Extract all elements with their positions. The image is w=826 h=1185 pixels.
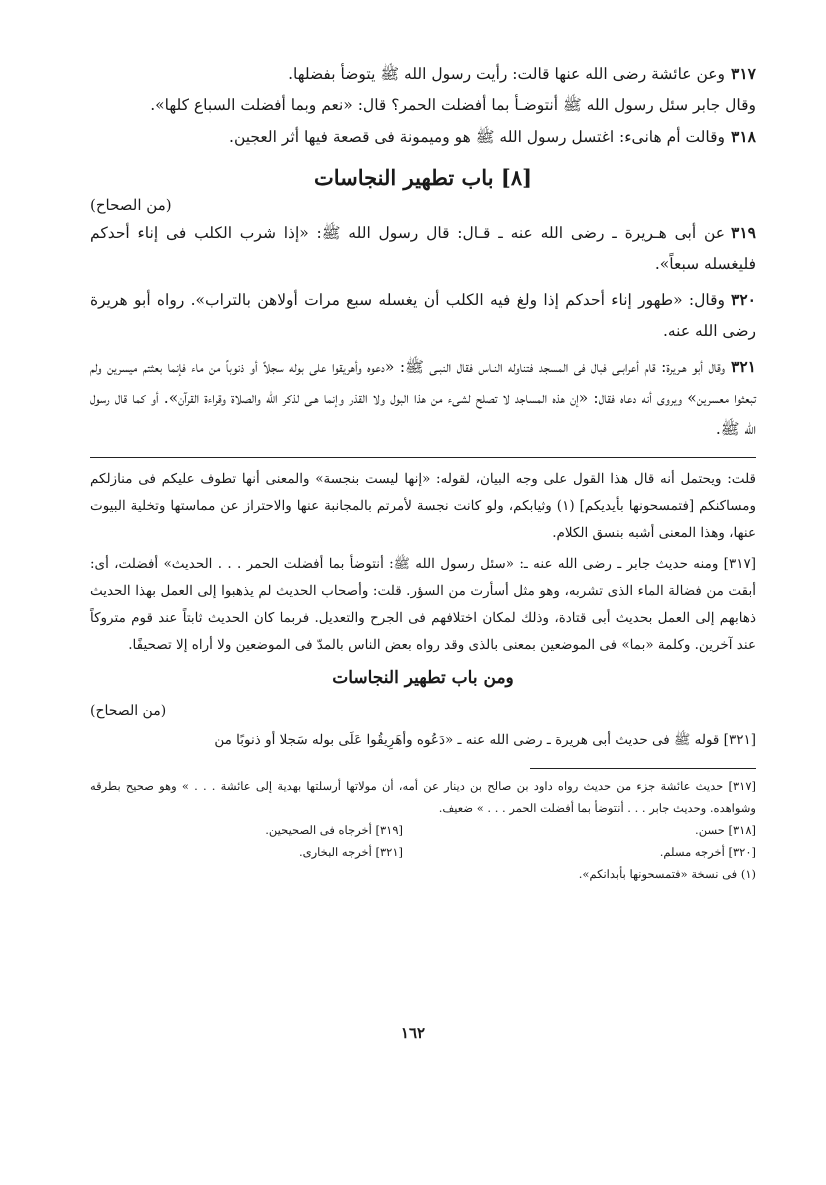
hadith-text: وقال: «طهور إناء أحدكم إذا ولغ فيه الكلب أن يغسله سبع مرات أولاهن بالتراب». رواه أبو هريرة رضى الله عنه.	[90, 291, 756, 340]
commentary-chapter-heading: ومن باب تطهير النجاسات	[332, 668, 514, 688]
chapter-heading: [٨] باب تطهير النجاسات	[313, 165, 533, 190]
hadith-text: عن أبى هـريرة ـ رضى الله عنه ـ قـال: قال رسول الله ﷺ: «إذا شرب الكلب فى إناء أحدكم فليغسله سبعاً».	[90, 224, 756, 273]
hadith-319	[90, 217, 756, 280]
commentary-paragraph: قلت: ويحتمل أنه قال هذا القول على وجه البيان، لقوله: «إنها ليست بنجسة» والمعنى أنها تطوف عليكم فى منازلكم ومساكنكم [فتمسحونها بأيديكم] (١) وثيابكم، ولو كانت نجسة لأمرتم بالمجانبة عنها والاحتراز عن مماستها وتخلية البيوت عنها، وهذا المعنى أشبه بنسق الكلام.	[90, 471, 756, 541]
hadith-317	[90, 58, 756, 90]
commentary-chapter-subheading: (من الصحاح)	[90, 703, 167, 719]
footnote-317: [٣١٧] حديث عائشة جزء من حديث رواه داود بن صالح بن دينار عن أمه، أن مولاتها أرسلتها بهدية إلى عائشة . . . » وهو صحيح بطرقه وشواهده. وحديث جابر . . . أنتوضأ بما أفضلت الحمر . . . » ضعيف.	[90, 779, 756, 815]
hadith-text: وقالت أم هانىء: اغتسل رسول الله ﷺ هو وميمونة فى قصعة فيها أثر العجين.	[229, 128, 726, 146]
footnote-318: [٣١٨] حسن.	[695, 823, 756, 837]
footnote-320: [٣٢٠] أخرجه مسلم.	[659, 845, 756, 859]
chapter-subheading: (من الصحاح)	[90, 196, 172, 214]
section-divider	[90, 457, 756, 458]
footnote-1: (١) فى نسخة «فتمسحونها بأبدانكم».	[578, 867, 756, 881]
commentary-paragraph: [٣١٧] ومنه حديث جابر ـ رضى الله عنه ـ: «سئل رسول الله ﷺ: أنتوضأ بما أفضلت الحمر . . . الحديث» أفضلت، أى: أبقت من فضالة الماء الذى تشربه، وهو مثل أسأرت من السؤر. قلت: وأصحاب الحديث لم يذهبوا إلى العمل بهذا الحديث ذهابهم إلى العمل بحديث أبى قتادة، وذلك لمكان اختلافهم فى الجرح والتعديل. فربما كان الحديث ثابتاً عند قوم متروكاً عند آخرين. وكلمة «بما» فى الموضعين بمعنى بالذى وقد رواه بعض الناس بالمدّ فى الموضعين ولا أراه إلا تصحيفًا.	[90, 556, 756, 653]
footnote-321: [٣٢١] أخرجه البخارى.	[298, 845, 403, 859]
hadith-text: وقال أبو هـريرة: قام أعرابـى فبال فى المسجد فتناوله النـاس فقال النبـى ﷺ: «دعوه وأهريقوا على بوله سجلاً أو ذنوباً من ماء فإنما بعثتم ميسرين ولم تبعثوا معسرين» ويروى أنه دعاه فقال: «إن هذه المساجد لا تصلح لشىء من هذا البول ولا القذر وإنما هـى لذكر الله والصلاة وقراءة القرآن». أو كما قال رسول الله ﷺ.	[90, 358, 756, 438]
footnotes	[90, 775, 756, 885]
hadith-number: ٣٢١	[731, 357, 756, 376]
hadith-number: ٣٢٠	[731, 290, 756, 309]
hadith-number: ٣١٧	[731, 64, 756, 83]
hadith-318	[90, 121, 756, 153]
hadith-text: وقال جابر سئل رسول الله ﷺ أنتوضـأ بما أفضلت الحمر؟ قال: «نعم وبما أفضلت السباع كلها».	[150, 96, 756, 114]
page-number: ١٦٢	[400, 1024, 426, 1042]
hadith-317-jabir	[90, 90, 756, 121]
hadith-320	[90, 284, 756, 347]
footnote-grid	[90, 819, 756, 863]
hadith-text: وعن عائشة رضى الله عنها قالت: رأيت رسول الله ﷺ يتوضأ بفضلها.	[288, 65, 726, 83]
commentary-paragraph: [٣٢١] قوله ﷺ فى حديث أبى هريرة ـ رضى الله عنه ـ «دَعُوه وأهَرِيقُوا عَلَى بوله سَجلا أو ذنوبًا من	[214, 732, 756, 748]
hadith-number: ٣١٨	[731, 127, 756, 146]
hadith-321	[90, 351, 756, 445]
footnote-319: [٣١٩] أخرجاه فى الصحيحين.	[265, 823, 403, 837]
hadith-number: ٣١٩	[731, 223, 756, 242]
commentary	[90, 466, 756, 754]
footnote-divider	[530, 768, 756, 769]
